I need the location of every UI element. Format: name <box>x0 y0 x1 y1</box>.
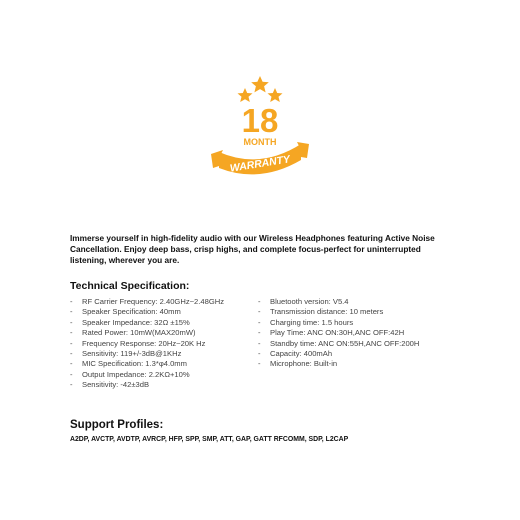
support-profiles-list: A2DP, AVCTP, AVDTP, AVRCP, HFP, SPP, SMP, ATT, GAP, GATT RFCOMM, SDP, L2CAP <box>70 436 349 443</box>
intro-paragraph: Immerse yourself in high-fidelity audio with our Wireless Headphones featuring Active Noise Cancellation. Enjoy deep bass, crisp highs, and complete focus-perfect for uninterrupted listening, wherever you are. <box>70 233 435 265</box>
list-item: - Speaker Specification: 40mm <box>70 307 181 317</box>
list-item: - MIC Specification: 1.3*φ4.0mm <box>70 359 187 369</box>
list-item: - Sensitivity: 119+/-3dB@1KHz <box>70 349 182 359</box>
list-item: - Charging time: 1.5 hours <box>258 317 354 327</box>
dash-bullet: - <box>70 317 73 327</box>
dash-bullet: - <box>70 349 73 359</box>
list-item: - Frequency Response: 20Hz~20K Hz <box>70 338 206 348</box>
list-item: - Standby time: ANC ON:55H,ANC OFF:200H <box>258 338 420 348</box>
list-item: - Capacity: 400mAh <box>258 349 333 359</box>
dash-bullet: - <box>258 317 261 327</box>
dash-bullet: - <box>70 380 73 390</box>
dash-bullet: - <box>70 307 73 317</box>
dash-bullet: - <box>70 338 73 348</box>
dash-bullet: - <box>258 359 261 369</box>
dash-bullet: - <box>258 349 261 359</box>
spec-list-left <box>70 297 255 391</box>
list-item: - Output Impedance: 2.2KΩ+10% <box>70 369 190 379</box>
dash-bullet: - <box>258 338 261 348</box>
list-item: - RF Carrier Frequency: 2.40GHz~2.48GHz <box>70 297 225 306</box>
dash-bullet: - <box>70 328 73 338</box>
star-icon <box>251 76 269 92</box>
star-icon <box>268 88 283 102</box>
support-profiles-title: Support Profiles: <box>70 419 164 431</box>
warranty-badge-icon <box>205 72 315 182</box>
technical-specification-title: Technical Specification: <box>70 280 190 292</box>
list-item: - Rated Power: 10mW(MAX20mW) <box>70 328 196 338</box>
dash-bullet: - <box>70 359 73 369</box>
list-item: - Bluetooth version: V5.4 <box>258 297 349 306</box>
badge-ribbon-label: WARRANTY <box>229 153 291 175</box>
star-icon <box>238 88 253 102</box>
list-item: - Play Time: ANC ON:30H,ANC OFF:42H <box>258 328 405 338</box>
list-item: - Microphone: Built-in <box>258 359 338 369</box>
badge-month-label: MONTH <box>243 137 277 147</box>
spec-list-right <box>258 297 458 370</box>
dash-bullet: - <box>70 369 73 379</box>
badge-number: 18 <box>241 102 279 139</box>
dash-bullet: - <box>258 307 261 317</box>
list-item: - Transmission distance: 10 meters <box>258 307 384 317</box>
list-item: - Speaker Impedance: 32Ω ±15% <box>70 317 190 327</box>
dash-bullet: - <box>258 328 261 338</box>
list-item: - Sensitivity: -42±3dB <box>70 380 150 390</box>
dash-bullet: - <box>258 297 261 306</box>
dash-bullet: - <box>70 297 73 306</box>
